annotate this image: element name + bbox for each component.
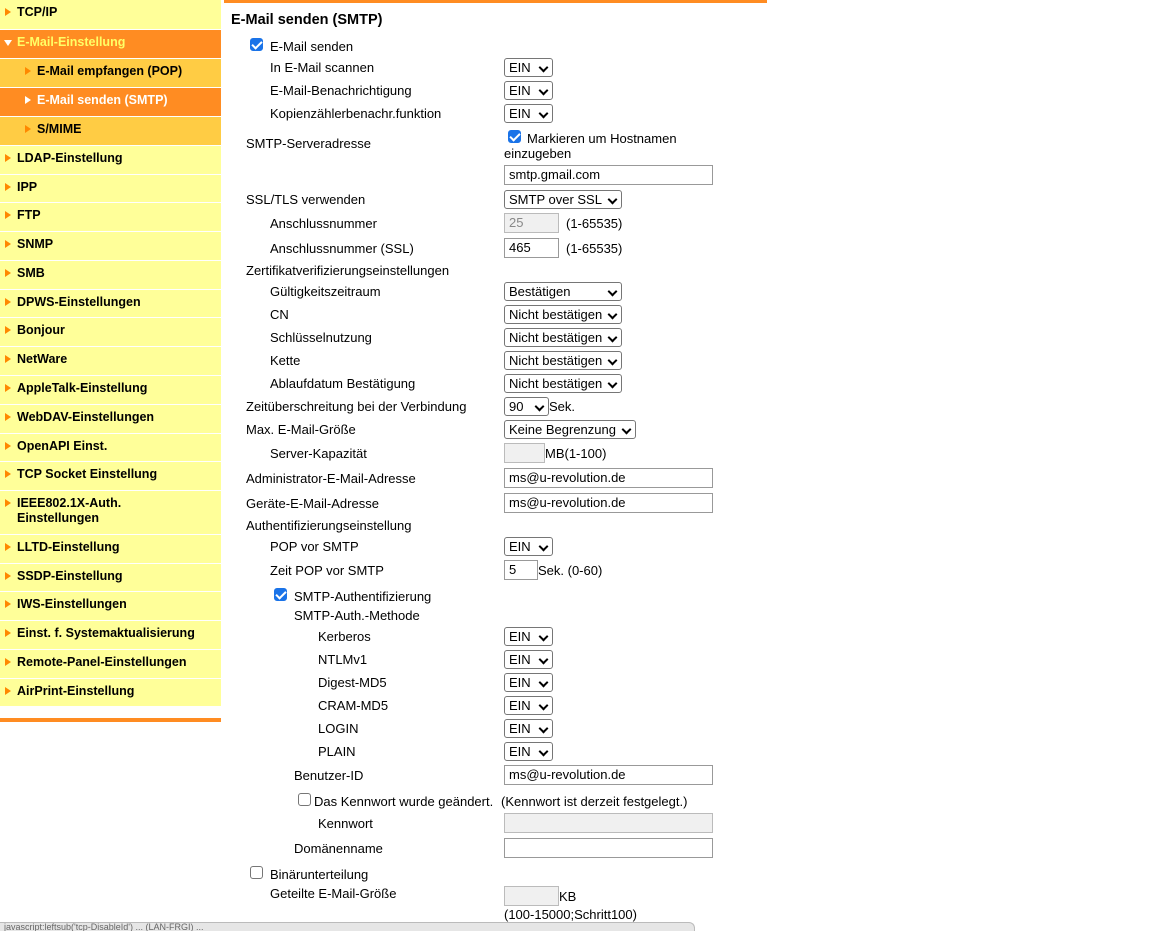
ntlmv1-label: NTLMv1 (318, 652, 368, 667)
arrow-right-icon (5, 384, 11, 392)
arrow-right-icon (5, 600, 11, 608)
device-email-input[interactable]: ms@u-revolution.de (504, 493, 713, 513)
sidebar-item-label: AirPrint-Einstellung (17, 684, 135, 698)
chain-label: Kette (270, 353, 301, 368)
smtp-server-label: SMTP-Serveradresse (246, 136, 371, 151)
max-size-select[interactable]: Keine Begrenzung (504, 420, 636, 439)
sidebar-item-ieee8021x[interactable] (0, 491, 221, 535)
binary-split-checkbox[interactable] (250, 866, 263, 879)
arrow-right-icon (25, 67, 31, 75)
arrow-right-icon (5, 687, 11, 695)
sidebar-item-label: Einst. f. Systemaktualisierung (17, 626, 195, 640)
cn-select[interactable]: Nicht bestätigen (504, 305, 622, 324)
arrow-right-icon (5, 499, 11, 507)
cn-label: CN (270, 307, 289, 322)
timeout-unit: Sek. (549, 399, 576, 414)
arrow-right-icon (5, 211, 11, 219)
sidebar-item-label: DPWS-Einstellungen (17, 295, 141, 309)
hostname-checkbox-label-2: einzugeben (504, 146, 572, 161)
email-notify-label: E-Mail-Benachrichtigung (270, 83, 412, 98)
sidebar-item-label: SNMP (17, 237, 54, 251)
password-label: Kennwort (318, 816, 373, 831)
sidebar-item-label: IWS-Einstellungen (17, 597, 127, 611)
pop-time-unit: Sek. (0-60) (538, 563, 603, 578)
password-changed-checkbox[interactable] (298, 793, 311, 806)
admin-email-input[interactable]: ms@u-revolution.de (504, 468, 713, 488)
user-id-input[interactable]: ms@u-revolution.de (504, 765, 713, 785)
sidebar-item-dpws[interactable] (0, 290, 221, 318)
ssl-tls-label: SSL/TLS verwenden (246, 192, 366, 207)
hostname-checkbox-label: Markieren um Hostnamen (527, 131, 677, 146)
port-label: Anschlussnummer (270, 216, 377, 231)
ssl-tls-select[interactable]: SMTP over SSL (504, 190, 622, 209)
sidebar-item-netware[interactable] (0, 347, 221, 376)
sidebar-item-tcpip[interactable] (0, 0, 221, 30)
plain-label: PLAIN (318, 744, 356, 759)
sidebar-item-iws[interactable] (0, 592, 221, 621)
cram-md5-select[interactable]: EIN (504, 696, 553, 715)
sidebar-item-label: Remote-Panel-Einstellungen (17, 655, 187, 669)
email-notify-select[interactable]: EIN (504, 81, 553, 100)
email-send-label: E-Mail senden (270, 39, 354, 54)
timeout-label: Zeitüberschreitung bei der Verbindung (246, 399, 467, 414)
sidebar-item-label: E-Mail senden (SMTP) (37, 93, 168, 107)
binary-split-label: Binärunterteilung (270, 867, 369, 882)
port-range: (1-65535) (566, 216, 623, 231)
port-ssl-label: Anschlussnummer (SSL) (270, 241, 414, 256)
hostname-checkbox[interactable] (508, 130, 521, 143)
timeout-select[interactable]: 90 (504, 397, 549, 416)
port-input[interactable]: 25 (504, 213, 559, 233)
top-divider (224, 0, 767, 3)
arrow-right-icon (25, 125, 31, 133)
sidebar-item-label: TCP Socket Einstellung (17, 467, 158, 481)
sidebar-bottom-bar (0, 718, 221, 722)
arrow-right-icon (5, 355, 11, 363)
sidebar-item-remote-panel[interactable] (0, 650, 221, 679)
sidebar-item-label: Bonjour (17, 323, 65, 337)
arrow-right-icon (5, 413, 11, 421)
server-capacity-label: Server-Kapazität (270, 446, 367, 461)
device-email-label: Geräte-E-Mail-Adresse (246, 496, 379, 511)
sidebar-item-tcp-socket[interactable] (0, 462, 221, 491)
sidebar-item-ldap[interactable] (0, 146, 221, 175)
arrow-right-icon (5, 326, 11, 334)
split-size-unit: KB (559, 889, 577, 904)
arrow-down-icon (4, 40, 12, 46)
sidebar-item-label: LLTD-Einstellung (17, 540, 120, 554)
validity-label: Gültigkeitszeitraum (270, 284, 381, 299)
smtp-auth-checkbox[interactable] (274, 588, 287, 601)
status-url-text: javascript:leftsub('tcp-DisableId') ... (LAN-FRGI) ... (4, 922, 204, 931)
domain-input[interactable] (504, 838, 713, 858)
sidebar-item-label: OpenAPI Einst. (17, 439, 108, 453)
arrow-right-icon (5, 470, 11, 478)
sidebar-item-airprint[interactable] (0, 679, 221, 707)
digest-md5-label: Digest-MD5 (318, 675, 387, 690)
sidebar-item-email-smtp[interactable] (0, 88, 221, 117)
arrow-right-icon (5, 543, 11, 551)
pop-before-smtp-label: POP vor SMTP (270, 539, 359, 554)
port-ssl-range: (1-65535) (566, 241, 623, 256)
smtp-auth-label: SMTP-Authentifizierung (294, 589, 432, 604)
server-capacity-unit: MB(1-100) (545, 446, 607, 461)
sidebar-item-smb[interactable] (0, 261, 221, 290)
arrow-right-icon (5, 154, 11, 162)
admin-email-label: Administrator-E-Mail-Adresse (246, 471, 416, 486)
sidebar-item-label: AppleTalk-Einstellung (17, 381, 148, 395)
plain-select[interactable]: EIN (504, 742, 553, 761)
auth-settings-heading: Authentifizierungseinstellung (246, 518, 412, 533)
chain-select[interactable]: Nicht bestätigen (504, 351, 622, 370)
expiry-select[interactable]: Nicht bestätigen (504, 374, 622, 393)
sidebar-item-label: E-Mail-Einstellung (17, 35, 126, 49)
arrow-right-icon (5, 269, 11, 277)
arrow-right-icon (5, 658, 11, 666)
arrow-right-icon (5, 8, 11, 16)
sidebar-item-email-pop[interactable] (0, 59, 221, 88)
sidebar-item-appletalk[interactable] (0, 376, 221, 405)
arrow-right-icon (5, 572, 11, 580)
sidebar-item-label: S/MIME (37, 122, 82, 136)
sidebar-item-bonjour[interactable] (0, 318, 221, 347)
page-title: E-Mail senden (SMTP) (231, 12, 383, 28)
sidebar-item-label: IEEE802.1X-Auth. Einstellungen (17, 496, 122, 525)
pop-before-smtp-select[interactable]: EIN (504, 537, 553, 556)
split-size-range: (100-15000;Schritt100) (504, 907, 637, 922)
counter-notify-label: Kopienzählerbenachr.funktion (270, 106, 442, 121)
arrow-right-icon (5, 629, 11, 637)
cert-verify-heading: Zertifikatverifizierungseinstellungen (246, 263, 450, 278)
sidebar-item-snmp[interactable] (0, 232, 221, 261)
max-size-label: Max. E-Mail-Größe (246, 422, 356, 437)
pop-time-input[interactable]: 5 (504, 560, 538, 580)
sidebar-item-email-settings[interactable] (0, 30, 221, 59)
server-capacity-input[interactable] (504, 443, 545, 463)
key-usage-select[interactable]: Nicht bestätigen (504, 328, 622, 347)
scan-to-email-select[interactable]: EIN (504, 58, 553, 77)
arrow-right-icon (25, 96, 31, 104)
sidebar-item-ipp[interactable] (0, 175, 221, 203)
sidebar-item-label: WebDAV-Einstellungen (17, 410, 155, 424)
arrow-right-icon (5, 442, 11, 450)
user-id-label: Benutzer-ID (294, 768, 364, 783)
password-changed-label: Das Kennwort wurde geändert. (314, 794, 494, 809)
ntlmv1-select[interactable]: EIN (504, 650, 553, 669)
sidebar-nav (0, 0, 221, 722)
scan-to-email-label: In E-Mail scannen (270, 60, 375, 75)
sidebar-item-label: FTP (17, 208, 41, 222)
port-ssl-input[interactable]: 465 (504, 238, 559, 258)
email-send-checkbox[interactable] (250, 38, 263, 51)
sidebar-item-label: TCP/IP (17, 5, 58, 19)
sidebar-item-openapi[interactable] (0, 434, 221, 462)
arrow-right-icon (5, 183, 11, 191)
split-size-label: Geteilte E-Mail-Größe (270, 886, 397, 901)
login-label: LOGIN (318, 721, 359, 736)
split-size-input[interactable] (504, 886, 559, 906)
sidebar-item-label: NetWare (17, 352, 68, 366)
sidebar-item-webdav[interactable] (0, 405, 221, 434)
sidebar-item-ssdp[interactable] (0, 564, 221, 592)
kerberos-select[interactable]: EIN (504, 627, 553, 646)
smtp-server-input[interactable]: smtp.gmail.com (504, 165, 713, 185)
login-select[interactable]: EIN (504, 719, 553, 738)
domain-label: Domänenname (294, 841, 383, 856)
smtp-auth-method-heading: SMTP-Auth.-Methode (294, 608, 420, 623)
validity-select[interactable]: Bestätigen (504, 282, 622, 301)
cram-md5-label: CRAM-MD5 (318, 698, 389, 713)
sidebar-item-label: E-Mail empfangen (POP) (37, 64, 183, 78)
arrow-right-icon (5, 298, 11, 306)
sidebar-item-lltd[interactable] (0, 535, 221, 564)
sidebar-item-label: IPP (17, 180, 38, 194)
sidebar-item-label: SSDP-Einstellung (17, 569, 123, 583)
sidebar-item-ftp[interactable] (0, 203, 221, 232)
expiry-label: Ablaufdatum Bestätigung (270, 376, 416, 391)
kerberos-label: Kerberos (318, 629, 371, 644)
counter-notify-select[interactable]: EIN (504, 104, 553, 123)
sidebar-item-label: SMB (17, 266, 45, 280)
pop-time-label: Zeit POP vor SMTP (270, 563, 384, 578)
key-usage-label: Schlüsselnutzung (270, 330, 372, 345)
arrow-right-icon (5, 240, 11, 248)
password-input[interactable] (504, 813, 713, 833)
password-changed-note: (Kennwort ist derzeit festgelegt.) (501, 794, 688, 809)
sidebar-item-smime[interactable] (0, 117, 221, 146)
digest-md5-select[interactable]: EIN (504, 673, 553, 692)
sidebar-item-label: LDAP-Einstellung (17, 151, 123, 165)
sidebar-item-system-update[interactable] (0, 621, 221, 650)
